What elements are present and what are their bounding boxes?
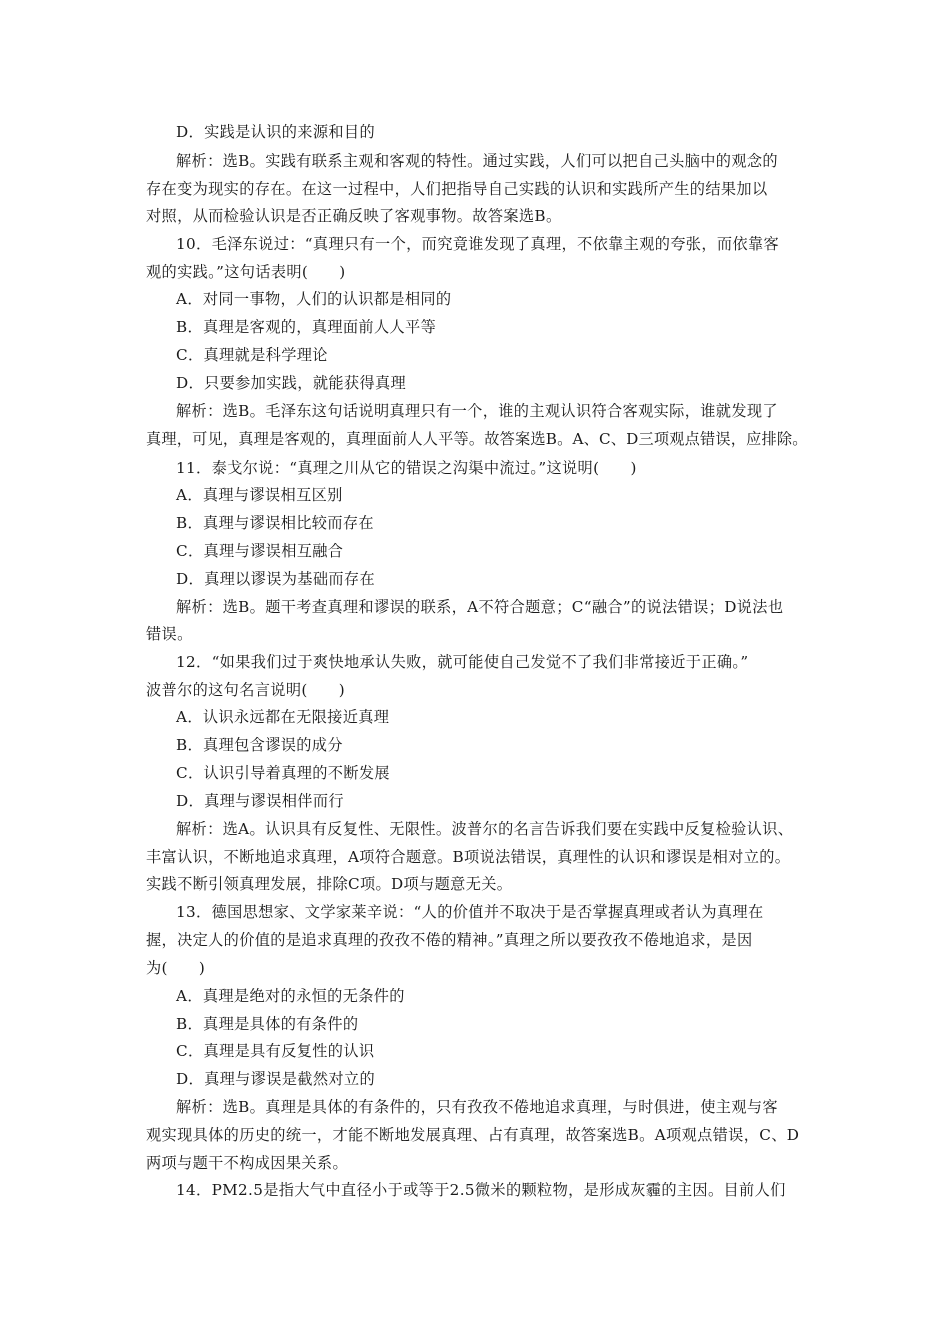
text-line-q9-exp-1: 解析：选B。实践有联系主观和客观的特性。通过实践，人们可以把自己头脑中的观念的 [176, 152, 778, 170]
text-line-q13-exp-2: 观实现具体的历史的统一，才能不断地发展真理、占有真理，故答案选B。A项观点错误，C、D [146, 1126, 800, 1144]
text-line-q13-opt-c: C．真理是具有反复性的认识 [176, 1042, 375, 1060]
text-line-q9-exp-3: 对照，从而检验认识是否正确反映了客观事物。故答案选B。 [146, 207, 562, 225]
text-line-q12-exp-3: 实践不断引领真理发展，排除C项。D项与题意无关。 [146, 875, 513, 893]
text-line-q10-stem-1: 10．毛泽东说过：“真理只有一个，而究竟谁发现了真理，不依靠主观的夸张，而依靠客 [176, 235, 780, 253]
text-line-q13-stem-3: 为( ) [146, 959, 206, 977]
text-line-q12-opt-c: C．认识引导着真理的不断发展 [176, 764, 390, 782]
text-line-q11-opt-a: A．真理与谬误相互区别 [176, 486, 343, 504]
text-line-q13-opt-b: B．真理是具体的有条件的 [176, 1015, 359, 1033]
text-line-q13-opt-a: A．真理是绝对的永恒的无条件的 [176, 987, 405, 1005]
text-line-q12-stem-2: 波普尔的这句名言说明( ) [146, 681, 346, 699]
text-line-q11-exp-1: 解析：选B。题干考查真理和谬误的联系，A不符合题意；C“融合”的说法错误；D说法也 [176, 598, 784, 616]
text-line-q14-stem-1: 14．PM2.5是指大气中直径小于或等于2.5微米的颗粒物，是形成灰霾的主因。目前人们 [176, 1181, 786, 1199]
text-line-q11-opt-b: B．真理与谬误相比较而存在 [176, 514, 374, 532]
text-line-q11-opt-d: D．真理以谬误为基础而存在 [176, 570, 375, 588]
text-line-q10-exp-1: 解析：选B。毛泽东这句话说明真理只有一个，谁的主观认识符合客观实际，谁就发现了 [176, 402, 778, 420]
text-line-q10-exp-2: 真理，可见，真理是客观的，真理面前人人平等。故答案选B。A、C、D三项观点错误，应排除。 [146, 430, 808, 448]
text-line-q13-exp-1: 解析：选B。真理是具体的有条件的，只有孜孜不倦地追求真理，与时俱进，使主观与客 [176, 1098, 778, 1116]
text-line-q10-opt-c: C．真理就是科学理论 [176, 346, 328, 364]
text-line-q9-opt-d: D．实践是认识的来源和目的 [176, 123, 375, 141]
text-line-q11-exp-2: 错误。 [146, 625, 193, 643]
text-line-q10-opt-d: D．只要参加实践，就能获得真理 [176, 374, 407, 392]
text-line-q13-exp-3: 两项与题干不构成因果关系。 [146, 1154, 348, 1172]
text-line-q10-opt-a: A．对同一事物，人们的认识都是相同的 [176, 290, 452, 308]
text-line-q12-opt-d: D．真理与谬误相伴而行 [176, 792, 344, 810]
text-line-q10-stem-2: 观的实践。”这句话表明( ) [146, 263, 346, 281]
text-line-q11-stem-1: 11．泰戈尔说：“真理之川从它的错误之沟渠中流过。”这说明( ) [176, 459, 637, 477]
text-line-q12-opt-a: A．认识永远都在无限接近真理 [176, 708, 390, 726]
text-line-q11-opt-c: C．真理与谬误相互融合 [176, 542, 344, 560]
text-line-q12-stem-1: 12．“如果我们过于爽快地承认失败，就可能使自己发觉不了我们非常接近于正确。” [176, 653, 749, 671]
text-line-q10-opt-b: B．真理是客观的，真理面前人人平等 [176, 318, 437, 336]
text-line-q13-opt-d: D．真理与谬误是截然对立的 [176, 1070, 375, 1088]
text-line-q12-opt-b: B．真理包含谬误的成分 [176, 736, 343, 754]
text-line-q12-exp-2: 丰富认识，不断地追求真理，A项符合题意。B项说法错误，真理性的认识和谬误是相对立的。 [146, 848, 791, 866]
text-line-q13-stem-1: 13．德国思想家、文学家莱辛说：“人的价值并不取决于是否掌握真理或者认为真理在 [176, 903, 764, 921]
text-line-q13-stem-2: 握，决定人的价值的是追求真理的孜孜不倦的精神。”真理之所以要孜孜不倦地追求，是因 [146, 931, 753, 949]
text-line-q12-exp-1: 解析：选A。认识具有反复性、无限性。波普尔的名言告诉我们要在实践中反复检验认识、 [176, 820, 794, 838]
text-line-q9-exp-2: 存在变为现实的存在。在这一过程中，人们把指导自己实践的认识和实践所产生的结果加以 [146, 180, 768, 198]
